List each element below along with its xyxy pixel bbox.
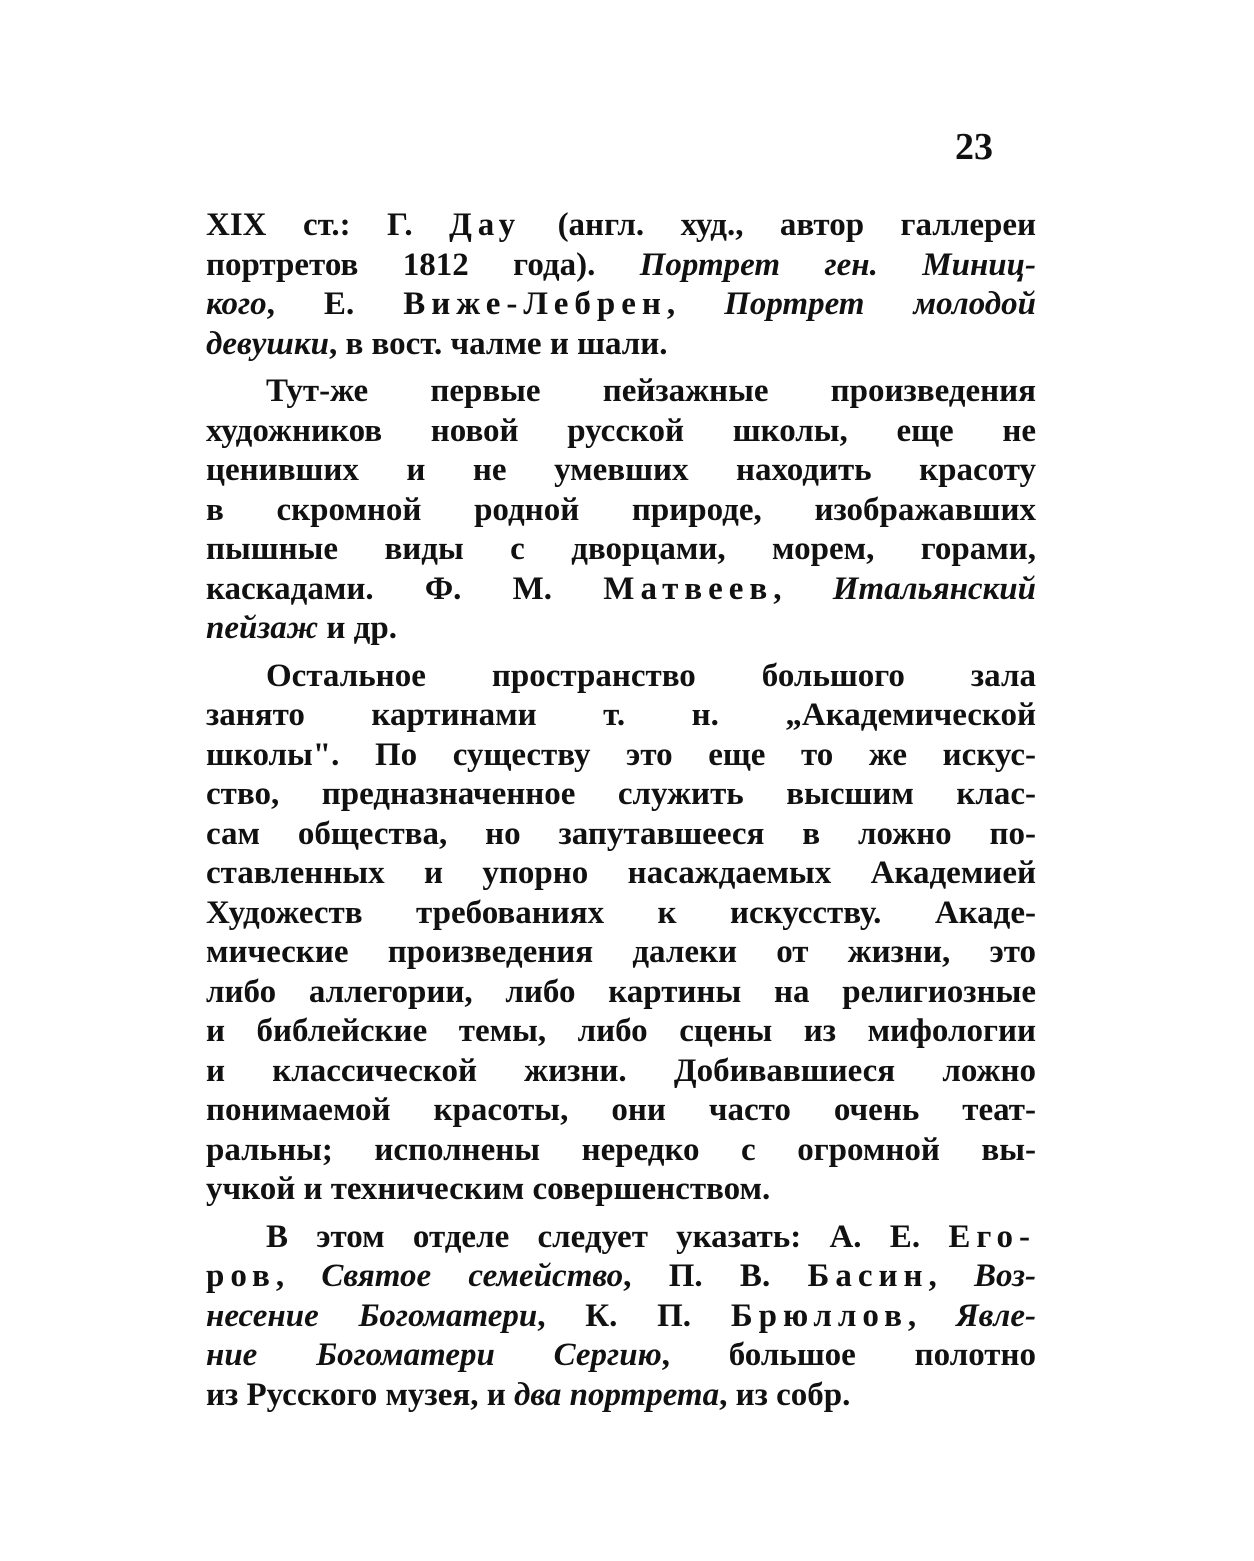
text-line	[206, 246, 1036, 286]
text-run: и классической жизни. Добивавшиеся ложно	[206, 1052, 1036, 1089]
italic-title-text: пейзаж	[206, 610, 319, 646]
text-run: каскадами. Ф. М.	[206, 570, 604, 607]
spaced-name-text: Брюллов	[730, 1297, 908, 1334]
italic-title-text: девушки	[206, 325, 329, 362]
text-run: понимаемой красоты, они часто очень теат-	[206, 1092, 1036, 1128]
text-line	[206, 1052, 1036, 1092]
text-run: Тут-же первые пейзажные произведения	[266, 373, 1036, 409]
italic-title-text: кого	[206, 286, 267, 322]
text-run: и библейские темы, либо сцены из мифологии	[206, 1013, 1036, 1049]
spaced-name-text: Виже-Лебрен	[403, 286, 667, 322]
text-line	[206, 1218, 1036, 1258]
text-line	[206, 570, 1036, 610]
text-run: и др.	[318, 610, 397, 646]
text-run: школы". По существу это еще то же искус-	[206, 736, 1036, 773]
text-run: XIX ст.: Г.	[206, 207, 450, 243]
text-run: мические произведения далеки от жизни, это	[206, 934, 1036, 970]
spaced-name-text: ров	[206, 1258, 276, 1294]
italic-title-text: Воз-	[974, 1258, 1036, 1294]
text-run: учкой и техническим совершенством.	[206, 1171, 771, 1207]
text-line	[206, 736, 1036, 776]
text-line	[206, 285, 1036, 325]
text-run: в скромной родной природе, изображавших	[206, 491, 1036, 528]
text-line	[206, 933, 1036, 973]
italic-title-text: Портрет ген. Миниц-	[639, 246, 1036, 283]
text-run: ,	[773, 570, 833, 607]
text-run: , К. П.	[537, 1297, 731, 1334]
text-line	[206, 1336, 1036, 1376]
text-run: сам общества, но запутавшееся в ложно по-	[206, 815, 1036, 852]
text-run: ,	[928, 1258, 975, 1294]
text-run: ,	[666, 286, 725, 322]
text-run: ство, предназначенное служить высшим клас-	[206, 776, 1036, 812]
text-line	[206, 815, 1036, 855]
text-run: ,	[907, 1297, 956, 1334]
text-line	[206, 1170, 1036, 1210]
text-line	[206, 894, 1036, 934]
text-line	[206, 372, 1036, 412]
text-run: , большое полотно	[661, 1337, 1037, 1373]
text-line	[206, 775, 1036, 815]
text-run: ральны; исполнены нередко с огромной вы-	[206, 1131, 1036, 1168]
italic-title-text: Итальянский	[832, 570, 1036, 607]
text-run: , Е.	[266, 286, 404, 322]
italic-title-text: ние Богоматери Сергию	[206, 1337, 662, 1373]
spaced-name-text: Дау	[449, 207, 522, 243]
text-run: ,	[275, 1258, 322, 1294]
text-line	[206, 609, 1036, 649]
italic-title-text: Святое семейство	[321, 1258, 624, 1294]
italic-title-text: Портрет молодой	[724, 286, 1037, 322]
spaced-name-text: Матвеев	[603, 570, 774, 607]
spaced-name-text: Его-	[948, 1218, 1036, 1255]
text-line	[206, 206, 1036, 246]
page-number: 23	[955, 126, 993, 168]
text-run: , из собр.	[719, 1376, 851, 1413]
text-run: пышные виды с дворцами, морем, горами,	[206, 531, 1036, 567]
text-line	[206, 854, 1036, 894]
italic-title-text: Явле-	[955, 1297, 1036, 1334]
text-run: ставленных и упорно насаждаемых Академией	[206, 855, 1036, 891]
text-line	[206, 1012, 1036, 1052]
text-run: либо аллегории, либо картины на религиозные	[206, 973, 1036, 1010]
text-line	[206, 696, 1036, 736]
text-run: , в вост. чалме и шали.	[328, 325, 668, 362]
paragraph-gap	[206, 649, 1036, 657]
text-line	[206, 1257, 1036, 1297]
text-run: занято картинами т. н. „Академической	[206, 697, 1036, 733]
text-line	[206, 491, 1036, 531]
italic-title-text: несение Богоматери	[206, 1297, 538, 1334]
text-line	[206, 451, 1036, 491]
text-line	[206, 1297, 1036, 1337]
text-run: Художеств требованиях к искусству. Акаде-	[206, 894, 1036, 931]
text-line	[206, 412, 1036, 452]
text-line	[206, 1091, 1036, 1131]
text-run: (англ. худ., автор галлереи	[521, 207, 1036, 243]
text-line	[206, 973, 1036, 1013]
text-run: В этом отделе следует указать: А. Е.	[266, 1218, 949, 1255]
text-line	[206, 657, 1036, 697]
text-run: Остальное пространство большого зала	[266, 657, 1036, 694]
text-line	[206, 325, 1036, 365]
body-text	[206, 206, 1036, 1415]
paragraph-gap	[206, 364, 1036, 372]
text-run: художников новой русской школы, еще не	[206, 412, 1036, 449]
text-line	[206, 1131, 1036, 1171]
italic-title-text: два портрета	[513, 1376, 720, 1413]
text-line	[206, 530, 1036, 570]
text-run: из Русского музея, и	[206, 1376, 514, 1413]
paragraph-gap	[206, 1210, 1036, 1218]
text-run: , П. В.	[623, 1258, 808, 1294]
text-run: ценивших и не умевших находить красоту	[206, 452, 1036, 488]
text-line	[206, 1376, 1036, 1416]
spaced-name-text: Басин	[807, 1258, 929, 1294]
text-run: портретов 1812 года).	[206, 246, 640, 283]
